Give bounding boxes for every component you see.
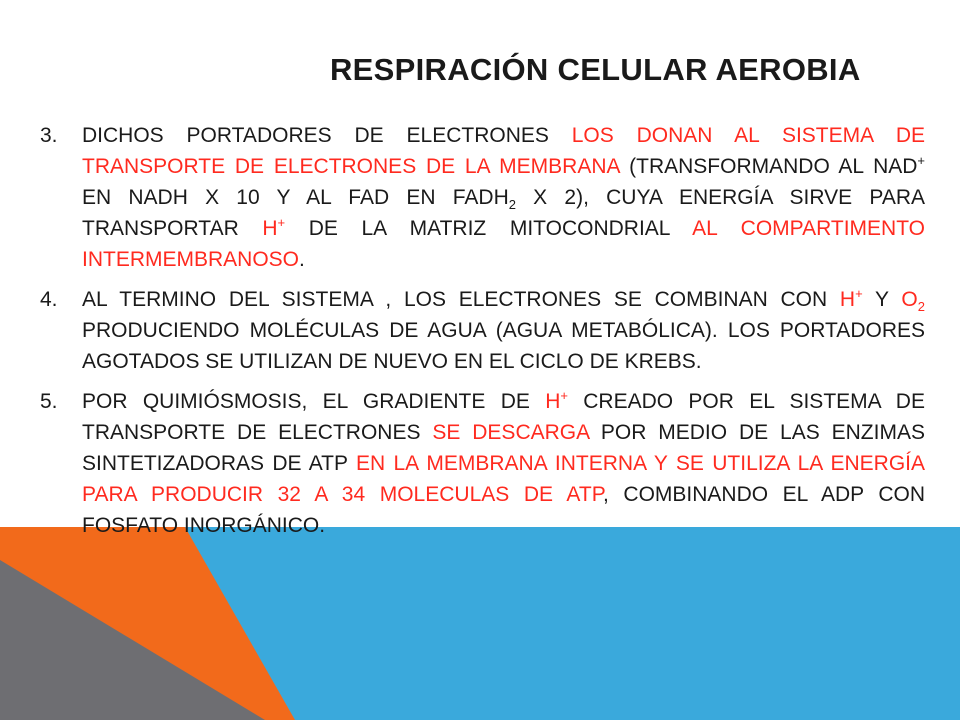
text-segment: 2 [508,197,516,213]
text-segment: EN LA MEMBRANA INTERNA Y SE UTILIZA LA ENERGÍA PARA PRODUCIR 32 A 34 MOLECULAS DE ATP [82,452,925,506]
blue-band [185,527,960,720]
text-segment: PRODUCIENDO MOLÉCULAS DE AGUA (AGUA METABÓLICA). LOS PORTADORES AGOTADOS SE UTILIZAN DE NUEVO EN EL CICLO DE KREBS. [82,319,925,373]
text-segment: CREADO POR EL SISTEMA DE TRANSPORTE DE ELECTRONES [82,390,925,444]
text-segment: , COMBINANDO EL ADP CON FOSFATO INORGÁNICO. [82,483,925,537]
text-segment: AL COMPARTIMENTO INTERMEMBRANOSO [82,217,925,271]
list-item [40,120,925,275]
item-number: 5. [40,390,58,413]
text-segment: EN NADH X 10 Y AL FAD EN FADH [82,186,509,209]
item-text [82,386,925,541]
text-segment: POR QUIMIÓSMOSIS, EL GRADIENTE DE [82,390,546,413]
slide-title: RESPIRACIÓN CELULAR AEROBIA [330,52,861,87]
item-number: 4. [40,288,58,311]
list-item [40,284,925,377]
text-segment: SE DESCARGA [432,421,589,444]
item-text [82,120,925,275]
text-segment: X 2), CUYA ENERGÍA SIRVE PARA TRANSPORTAR [82,186,925,240]
text-segment: . [299,248,305,271]
text-segment: AL TERMINO DEL SISTEMA , LOS ELECTRONES SE COMBINAN CON [82,288,840,311]
text-segment: + [855,286,863,301]
text-segment: + [277,215,286,230]
text-segment: DICHOS PORTADORES DE ELECTRONES [82,124,572,147]
text-segment: LOS DONAN AL SISTEMA DE TRANSPORTE DE ELECTRONES DE LA MEMBRANA [82,124,925,178]
text-segment: Y [862,288,902,311]
text-segment: + [560,388,568,403]
text-segment: + [917,153,925,168]
text-segment: DE LA MATRIZ MITOCONDRIAL [285,217,693,240]
item-text [82,284,925,377]
text-segment: (TRANSFORMANDO AL NAD [619,155,918,178]
item-number: 3. [40,124,58,147]
text-segment: H [262,217,278,240]
content-list [40,120,925,550]
list-item [40,386,925,541]
text-segment: H [839,288,856,311]
text-segment: H [545,390,561,413]
text-segment: POR MEDIO DE LAS ENZIMAS SINTETIZADORAS DE ATP [82,421,925,475]
text-segment: 2 [917,299,925,315]
text-segment: O [901,288,918,311]
